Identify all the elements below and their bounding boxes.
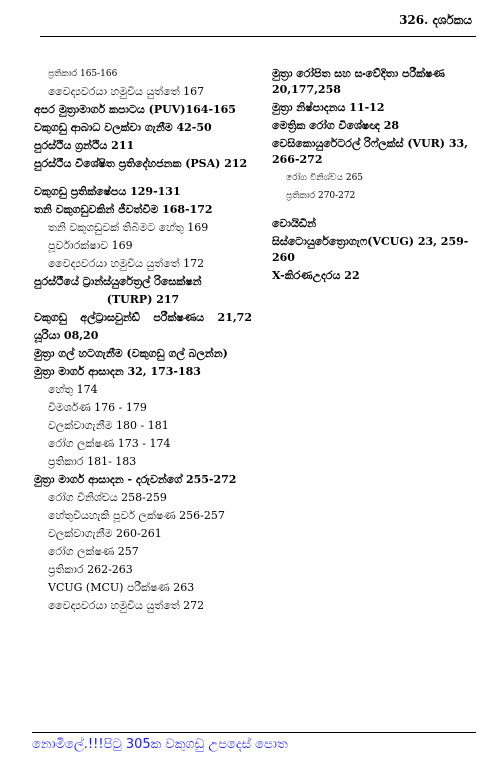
index-entry: වොයිඩින් [272,217,317,230]
spacer [34,174,252,184]
spacer [272,206,476,216]
index-entry: වකුගඩු ප්‍රතික්ෂේපය 129-131 [34,185,181,198]
index-entry: වෛද්‍යවරයා හමුවිය යුත්තේ 167 [48,85,205,98]
index-entry: ප්‍රතිකාර 262-263 [48,563,133,576]
index-entry: වෙසිකොයුරේටරල් රිෆ්ලක්ස් (VUR) 33, 266-272 [272,137,468,166]
index-entry: යූරියා 08,20 [34,329,99,342]
index-entry: රෝග ලක්ෂණ 173 - 174 [48,437,171,450]
index-entry: වකුගඩු අල්ට්‍රාසවුන්ඩ් පරීක්ෂණය 21,72 [34,311,252,324]
index-entry: මුත්‍රා මාර්ග ආසාදන 32, 173-183 [34,365,201,378]
index-entry: මුත්‍රා ගල් හටගැනීම (වකුගඩු ගල් බලන්න) [34,347,228,360]
footer-banner [32,732,476,752]
index-entry: ප්‍රතිකාර 270-272 [286,191,356,201]
index-entry: පුරස්ථීය විශේෂිත ප්‍රතිදේහජනක (PSA) 212 [34,157,248,170]
index-entry: සිස්ටොයුරේත්‍රොගැෆ(VCUG) 23, 259-260 [272,235,469,264]
index-entry: පුරස්ථීයේ ට්‍රාන්ස්යුරේත්‍රල් රිසෙක්ෂන් [34,275,202,288]
index-entry: ප්‍රතිකාර 181- 183 [48,455,137,468]
index-entry: රෝග විනිශ්චය 265 [286,173,364,183]
page-header [40,10,476,37]
index-entry: අපර මුත්‍රාමාර්ග කපාටය (PUV)164-165 [34,103,236,116]
page-number-title: 326. දර්ශකය [399,13,472,27]
index-entry: (TURP) 217 [106,293,180,306]
index-entry: මෙත්‍රික රෝග විශේෂඥ 28 [272,119,400,132]
index-column-right [272,66,476,286]
index-entry: වලක්වාගැනීම 260-261 [48,527,162,540]
index-entry: ප්‍රතිකාර 165-166 [48,69,118,79]
index-entry: වෛද්‍යවරයා හමුවිය යුත්තේ 172 [48,257,205,270]
index-entry: වලක්වාගැනීම 180 - 181 [48,419,169,432]
index-entry: රෝග ලක්ෂණ 257 [48,545,139,558]
footer-text: නොමිලේ.!!!පිටු 305ක වකුගඩු උපදෙස් පොත [32,737,288,752]
index-entry: වකුගඩු ආබාධ වලක්වා ගැනීම 42-50 [34,121,212,134]
index-entry: විමර්ශණ 176 - 179 [48,401,147,414]
index-entry: පූර්වාරක්ෂාව 169 [48,239,133,252]
index-entry: තනි වකුගඩුවක් තිබීමට හේතු 169 [48,221,209,234]
index-entry: මුත්‍රා රෝපිත සහ සංවේදිතා පරීක්ෂණ 20,177,258 [272,67,445,96]
index-column-left [34,66,252,616]
index-entry: හේතුවියහැකි පූර්ව ලක්ෂණ 256-257 [48,509,225,522]
index-entry: පුරස්ථිය ග්‍රන්ථිය 211 [34,139,135,152]
index-entry: තනි වකුගඩුවකින් ජීවත්වීම 168-172 [34,203,213,216]
index-entry: හේතු 174 [48,383,98,396]
index-entry: VCUG (MCU) පරීක්ෂණ 263 [48,581,195,594]
index-entry: මුත්‍රා නිෂ්පාදනය 11-12 [272,101,385,114]
index-entry: X-කිරණඋදරය 22 [272,269,360,282]
index-entry: වෛද්‍යවරයා හමුවිය යුත්තේ 272 [48,599,205,612]
index-entry: මුත්‍රා මාර්ග ආසාදන - දරුවන්ගේ 255-272 [34,473,237,486]
index-entry: රෝග විනිශ්චය 258-259 [48,491,167,504]
